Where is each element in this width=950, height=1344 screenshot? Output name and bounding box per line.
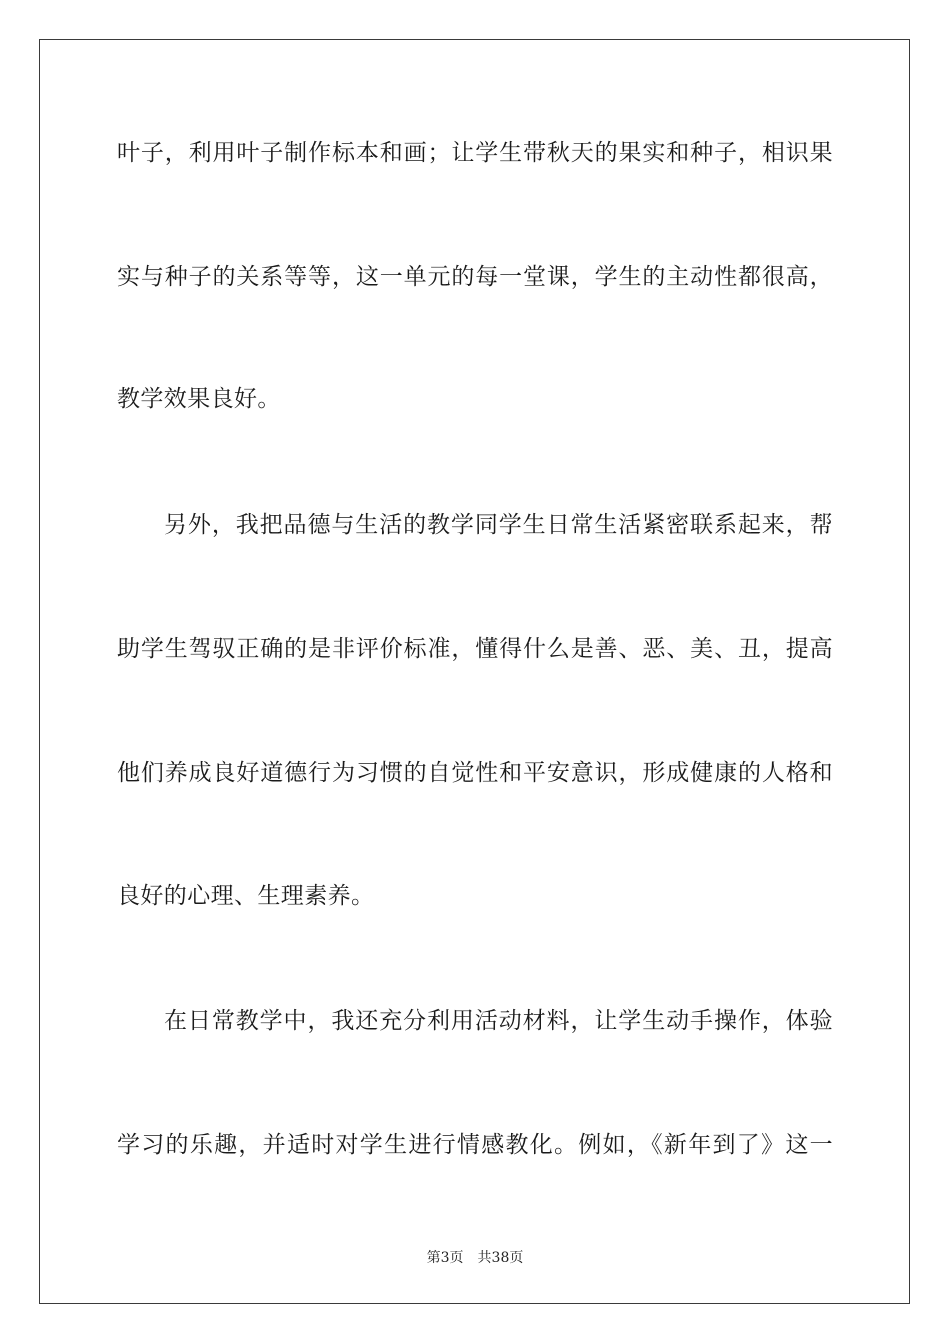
body-line-2: 实与种子的关系等等，这一单元的每一堂课，学生的主动性都很高，	[117, 264, 833, 290]
page-number: 第3页	[426, 1250, 464, 1266]
body-line-9: 学习的乐趣，并适时对学生进行情感教化。例如，《新年到了》这一	[117, 1132, 833, 1158]
body-line-4: 另外，我把品德与生活的教学同学生日常生活紧密联系起来，帮	[164, 512, 833, 538]
body-line-7: 良好的心理、生理素养。	[117, 883, 375, 909]
body-line-5: 助学生驾驭正确的是非评价标准，懂得什么是善、恶、美、丑，提高	[117, 636, 833, 662]
page-total: 共38页	[477, 1250, 524, 1266]
body-line-6: 他们养成良好道德行为习惯的自觉性和平安意识，形成健康的人格和	[117, 760, 833, 786]
body-line-1: 叶子，利用叶子制作标本和画；让学生带秋天的果实和种子，相识果	[117, 140, 833, 166]
body-line-8: 在日常教学中，我还充分利用活动材料，让学生动手操作，体验	[164, 1008, 833, 1034]
body-line-3: 教学效果良好。	[117, 386, 281, 412]
page-border	[39, 39, 910, 1304]
page-footer	[0, 1249, 950, 1267]
